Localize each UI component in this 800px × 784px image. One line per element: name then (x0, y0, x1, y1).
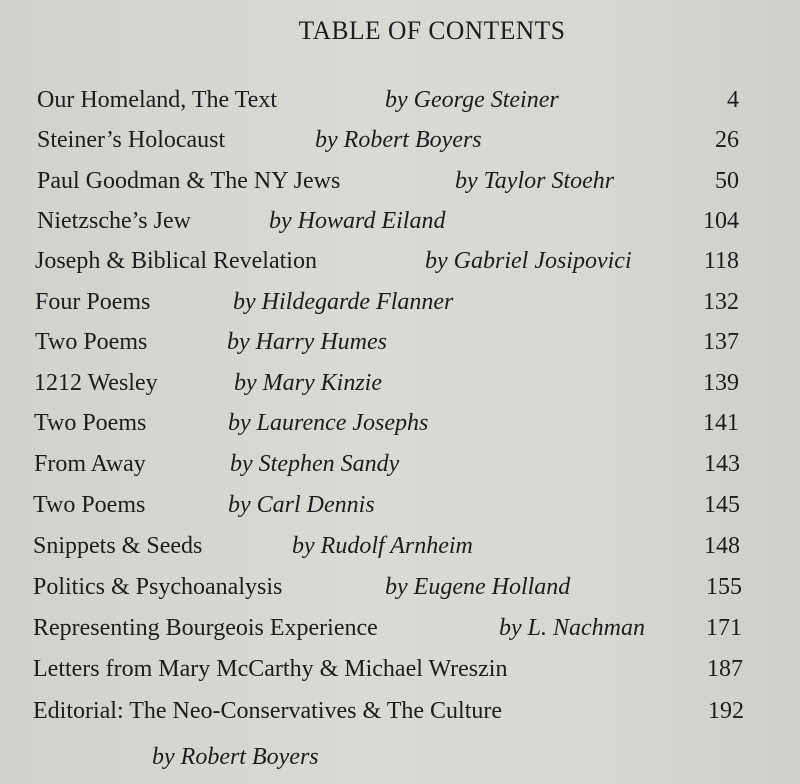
entry-page: 145 (704, 492, 740, 518)
entry-author: by Rudolf Arnheim (292, 533, 473, 559)
entry-page: 4 (727, 87, 739, 113)
entry-author: by Robert Boyers (315, 127, 482, 153)
entry-author: by Howard Eiland (269, 208, 446, 234)
entry-title: From Away (34, 451, 146, 477)
entry-title: Two Poems (33, 492, 146, 518)
entry-title: Joseph & Biblical Revelation (35, 248, 317, 274)
entry-page: 171 (706, 615, 742, 641)
entry-author: by George Steiner (385, 87, 559, 113)
entry-page: 155 (706, 574, 742, 600)
entry-page: 118 (703, 248, 739, 274)
entry-title: Representing Bourgeois Experience (33, 615, 378, 641)
entry-page: 141 (703, 410, 739, 436)
entry-page: 192 (708, 698, 744, 724)
entry-title: Letters from Mary McCarthy & Michael Wreszin (33, 656, 508, 682)
entry-author: by L. Nachman (499, 615, 645, 641)
entry-page: 104 (703, 208, 739, 234)
entry-title: Paul Goodman & The NY Jews (37, 168, 341, 194)
entry-page: 26 (715, 127, 739, 153)
entry-page: 50 (715, 168, 739, 194)
entry-title: Four Poems (35, 289, 151, 315)
entry-author: by Mary Kinzie (234, 370, 382, 396)
entry-author: by Taylor Stoehr (455, 168, 615, 194)
entry-title: Two Poems (35, 329, 148, 355)
entry-author: by Gabriel Josipovici (425, 248, 632, 274)
entry-title: Editorial: The Neo-Conservatives & The Culture (33, 698, 503, 724)
page-title: TABLE OF CONTENTS (298, 16, 566, 45)
entry-author: by Robert Boyers (152, 744, 319, 770)
entry-page: 187 (707, 656, 743, 682)
entry-page: 148 (704, 533, 740, 559)
entry-page: 143 (704, 451, 740, 477)
entry-author: by Hildegarde Flanner (233, 289, 454, 315)
entry-title: Nietzsche’s Jew (37, 208, 191, 234)
entry-page: 137 (703, 329, 739, 355)
entry-title: Politics & Psychoanalysis (33, 574, 283, 600)
entry-author: by Eugene Holland (385, 574, 571, 600)
entry-title: 1212 Wesley (34, 370, 158, 396)
entry-title: Steiner’s Holocaust (37, 127, 226, 153)
entry-author: by Stephen Sandy (230, 451, 400, 477)
entry-author: by Carl Dennis (228, 492, 375, 518)
entry-title: Two Poems (34, 410, 147, 436)
entry-title: Snippets & Seeds (33, 533, 203, 559)
entry-author: by Harry Humes (227, 329, 387, 355)
entry-title: Our Homeland, The Text (37, 87, 278, 113)
entry-page: 139 (703, 370, 739, 396)
entry-page: 132 (703, 289, 739, 315)
entry-author: by Laurence Josephs (228, 410, 429, 436)
